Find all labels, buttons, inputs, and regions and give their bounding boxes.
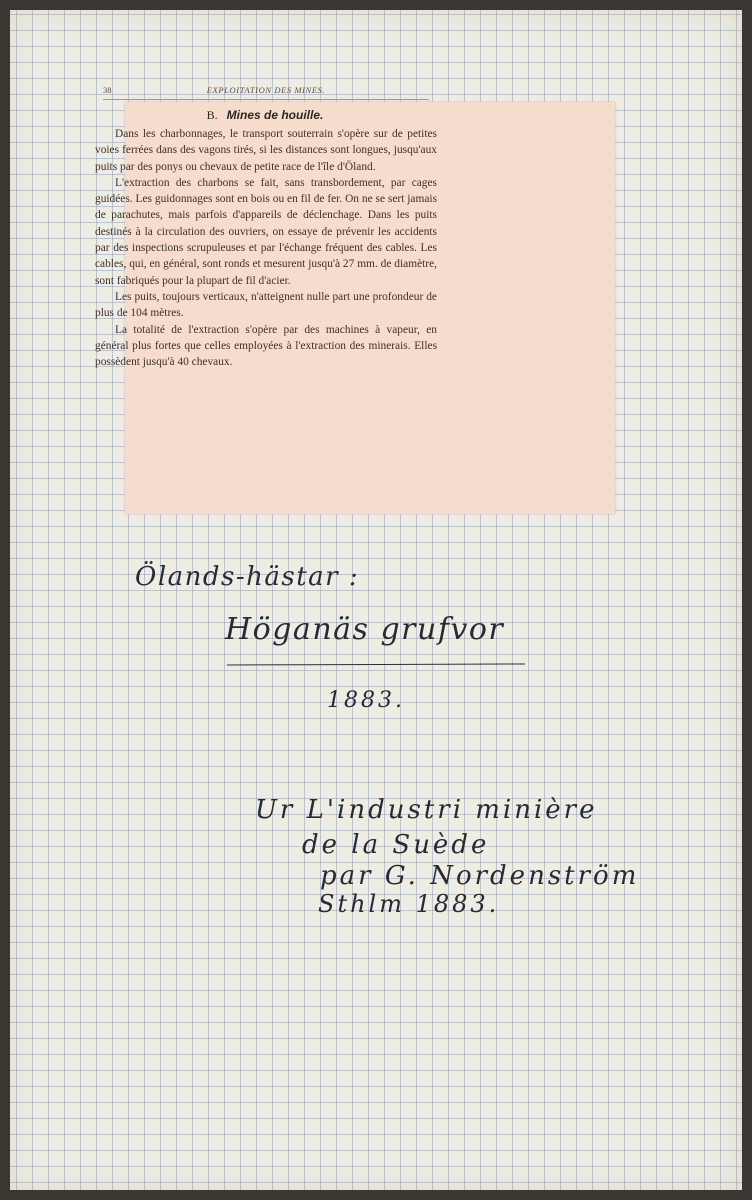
paragraph-3: Les puits, toujours verticaux, n'atteignent nulle part une profondeur de plus de 104 mètres. xyxy=(95,290,437,320)
handwritten-year: 1883. xyxy=(327,688,405,713)
handwritten-note-hoganas: Höganäs grufvor xyxy=(225,612,505,647)
section-heading: Mines de houille. xyxy=(226,108,324,122)
handwritten-source-line2: de la Suède xyxy=(302,830,490,860)
handwritten-source-line1: Ur L'industri minière xyxy=(255,795,598,825)
clipping-header xyxy=(103,83,429,100)
section-title xyxy=(95,108,435,123)
paragraph-2: L'extraction des charbons se fait, sans transbordement, par cages guidées. Les guidonnages sont en bois ou en fil de fer. On ne se sert jamais de parachutes, mais parfois d'appareils de déclenchage. Dans les puits destinés à la circulation des ouvriers, on essaye de prévenir les accidents par des inspections scrupuleuses et par l'échange fréquent des cables. Les cables, qui, en général, sont ronds et mesurent jusqu'à 27 mm. de diamètre, sont fabriqués pour la plupart de fil d'acier. xyxy=(95,176,437,287)
page-number: 38 xyxy=(103,85,112,95)
handwritten-note-olands: Ölands-hästar : xyxy=(135,562,360,592)
paragraph-4: La totalité de l'extraction s'opère par des machines à vapeur, en général plus fortes que celles employées à l'extraction des minerais. Elles possèdent jusqu'à 40 chevaux. xyxy=(95,323,437,369)
handwritten-source-line3: par G. Nordenström xyxy=(320,861,640,891)
clipping-body xyxy=(95,126,437,370)
running-title: EXPLOITATION DES MINES. xyxy=(206,85,326,95)
section-letter: B. xyxy=(206,108,218,122)
handwritten-source-line4: Sthlm 1883. xyxy=(318,890,500,918)
paragraph-1: Dans les charbonnages, le transport souterrain s'opère sur de petites voies ferrées dans des vagons tirés, si les distances sont longues, jusqu'aux puits par des ponys ou chevaux de petite race de l'île d'Öland. xyxy=(95,128,437,173)
